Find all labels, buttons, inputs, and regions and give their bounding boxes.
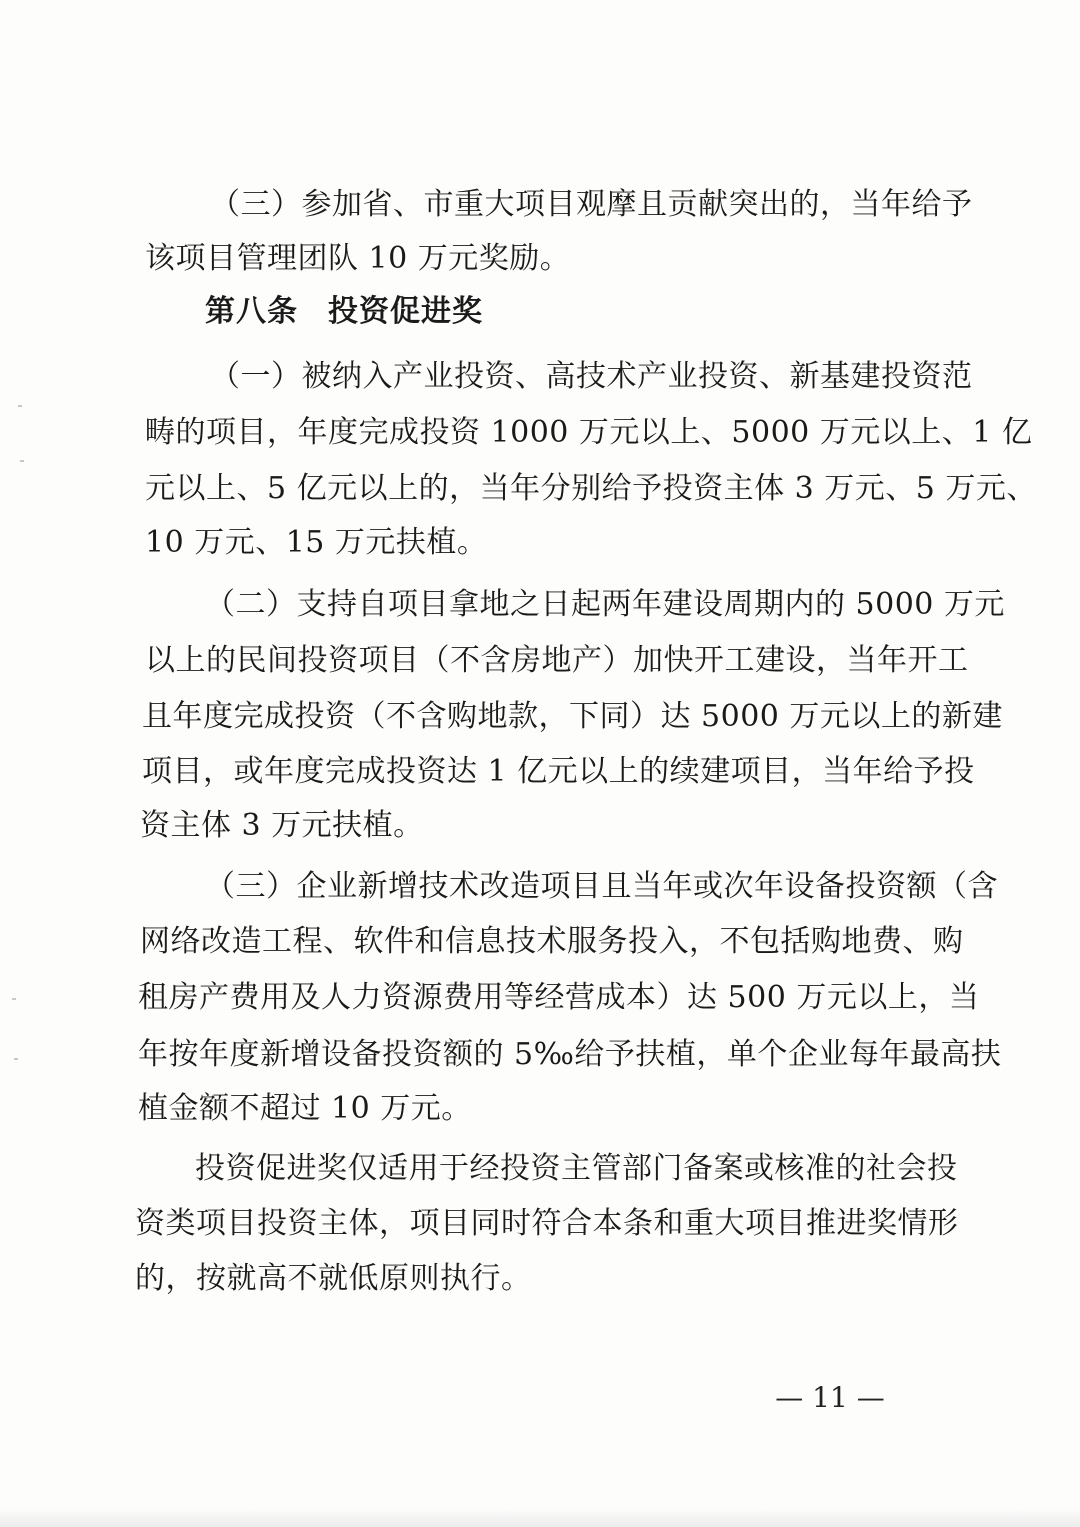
body-text-line: 的，按就高不就低原则执行。 bbox=[135, 1261, 532, 1296]
body-text-line: 投资促进奖仅适用于经投资主管部门备案或核准的社会投 bbox=[195, 1151, 958, 1186]
article-title: 投资促进奖 bbox=[328, 294, 483, 329]
body-text-line: （三）企业新增技术改造项目且当年或次年设备投资额（含 bbox=[205, 869, 998, 904]
body-text-line: 该项目管理团队 10 万元奖励。 bbox=[145, 241, 571, 276]
scan-mark bbox=[18, 405, 22, 407]
body-text-line: 资类项目投资主体，项目同时符合本条和重大项目推进奖情形 bbox=[135, 1206, 959, 1241]
scan-mark bbox=[20, 460, 24, 462]
body-text-line: 网络改造工程、软件和信息技术服务投入，不包括购地费、购 bbox=[140, 924, 964, 959]
article-heading bbox=[0, 287, 935, 337]
body-text-line: 租房产费用及人力资源费用等经营成本）达 500 万元以上，当 bbox=[138, 980, 980, 1015]
body-text-line: 植金额不超过 10 万元。 bbox=[138, 1091, 472, 1126]
body-text-line: 以上的民间投资项目（不含房地产）加快开工建设，当年开工 bbox=[145, 643, 969, 678]
body-text-line: （三）参加省、市重大项目观摩且贡献突出的，当年给予 bbox=[210, 187, 973, 222]
body-text-line: 资主体 3 万元扶植。 bbox=[140, 808, 424, 843]
body-text-line: （二）支持自项目拿地之日起两年建设周期内的 5000 万元 bbox=[205, 587, 1005, 622]
body-text-line: 畴的项目，年度完成投资 1000 万元以上、5000 万元以上、1 亿 bbox=[145, 415, 1033, 450]
body-text-line: 且年度完成投资（不含购地款，下同）达 5000 万元以上的新建 bbox=[142, 699, 1003, 734]
body-text-line: （一）被纳入产业投资、高技术产业投资、新基建投资范 bbox=[210, 359, 973, 394]
body-text-line: 元以上、5 亿元以上的，当年分别给予投资主体 3 万元、5 万元、 bbox=[145, 471, 1037, 506]
body-text-line: 年按年度新增设备投资额的 5‰给予扶植，单个企业每年最高扶 bbox=[138, 1037, 1002, 1072]
page-number: — 11 — bbox=[775, 1381, 885, 1414]
body-text-line: 项目，或年度完成投资达 1 亿元以上的续建项目，当年给予投 bbox=[142, 754, 975, 789]
article-number: 第八条 bbox=[205, 294, 298, 329]
scan-edge bbox=[0, 1508, 1080, 1527]
body-text-line: 10 万元、15 万元扶植。 bbox=[145, 525, 488, 560]
